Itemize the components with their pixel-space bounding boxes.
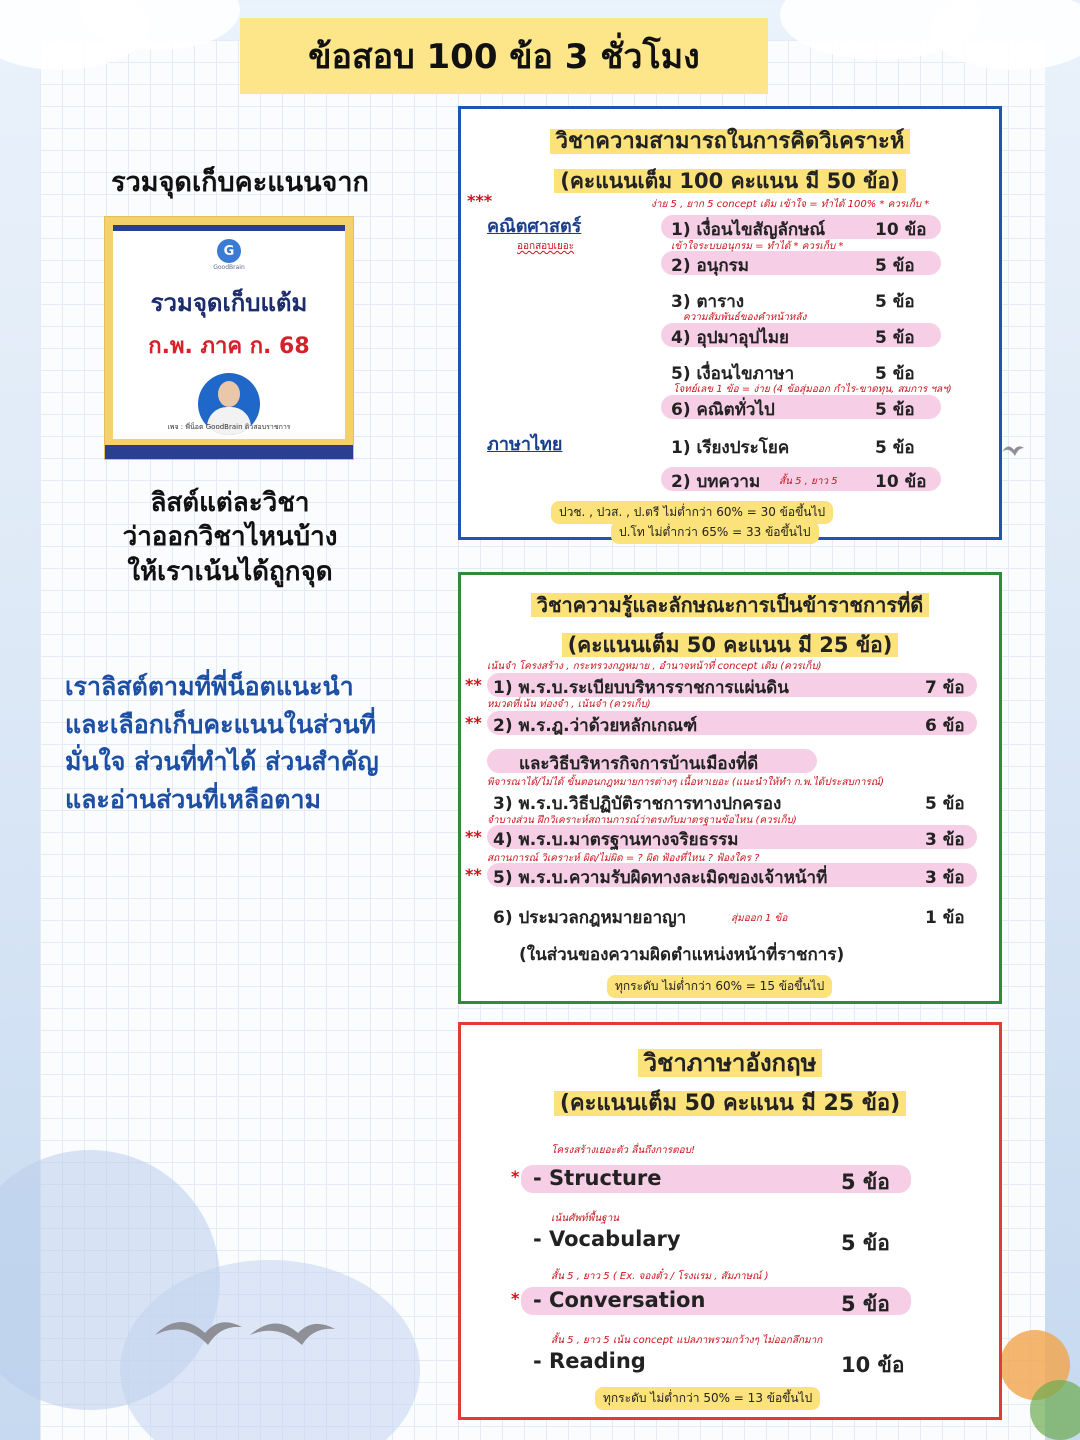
row-note: โจทย์เลข 1 ข้อ = ง่าย (4 ข้อสุ่มออก กำไร-ขาดทุน, สมการ ฯลฯ) bbox=[673, 384, 952, 395]
blue-note-line: มั่นใจ ส่วนที่ทำได้ ส่วนสำคัญ bbox=[65, 747, 379, 776]
priority-star: ** bbox=[465, 675, 482, 694]
row-label: - Vocabulary bbox=[533, 1227, 681, 1251]
left-note-line: ลิสต์แต่ละวิชา bbox=[150, 488, 310, 518]
left-note-line: ให้เราเน้นได้ถูกจุด bbox=[127, 556, 333, 587]
brand-logo-icon: G bbox=[217, 239, 241, 263]
row-label: 4) พ.ร.บ.มาตรฐานทางจริยธรรม bbox=[493, 830, 739, 850]
priority-star: ** bbox=[465, 827, 482, 846]
row-count: 5 ข้อ bbox=[875, 364, 915, 384]
row-count: 7 ข้อ bbox=[925, 678, 965, 698]
priority-star: ** bbox=[465, 713, 482, 732]
pass-criteria: ทุกระดับ ไม่ต่ำกว่า 60% = 15 ข้อขึ้นไป bbox=[607, 975, 832, 998]
subject-math: คณิตศาสตร์ bbox=[487, 216, 582, 237]
row-note: สุ่มออก 1 ข้อ bbox=[731, 913, 788, 924]
row-count: 5 ข้อ bbox=[925, 794, 965, 814]
promo-brand: GoodBrain bbox=[213, 264, 245, 271]
row-label: 2) พ.ร.ฎ.ว่าด้วยหลักเกณฑ์ bbox=[493, 716, 698, 736]
row-label: - Structure bbox=[533, 1166, 662, 1190]
bird-decoration bbox=[150, 1305, 340, 1365]
row-label: - Reading bbox=[533, 1349, 646, 1373]
priority-star: * bbox=[511, 1289, 520, 1308]
promo-inner bbox=[113, 225, 345, 439]
row-label: 3) พ.ร.บ.วิธีปฏิบัติราชการทางปกครอง bbox=[493, 794, 782, 814]
row-note: ความสัมพันธ์ของคำหน้าหลัง bbox=[683, 312, 807, 323]
row-count: 5 ข้อ bbox=[875, 292, 915, 312]
row-note: โครงสร้างเยอะตัว ลื่นถึงการตอบ! bbox=[551, 1145, 696, 1156]
promo-subtitle: ก.พ. ภาค ก. 68 bbox=[148, 334, 310, 359]
row-note: สั้น 5 , ยาว 5 bbox=[779, 476, 838, 487]
blue-note-line: เราลิสต์ตามที่พี่น็อตแนะนำ bbox=[65, 672, 354, 701]
row-note: ง่าย 5 , ยาก 5 concept เดิม เข้าใจ = ทำได้ 100% * ควรเก็บ * bbox=[651, 199, 930, 210]
card-title: วิชาภาษาอังกฤษ bbox=[461, 1043, 999, 1082]
left-note-line: ว่าออกวิชาไหนบ้าง bbox=[122, 522, 338, 553]
row-label: 2) บทความ bbox=[671, 472, 761, 492]
left-blue-note bbox=[65, 668, 445, 818]
row-count: 5 ข้อ bbox=[875, 328, 915, 348]
card-subtitle: (คะแนนเต็ม 50 คะแนน มี 25 ข้อ) bbox=[461, 1085, 999, 1120]
subject-thai: ภาษาไทย bbox=[487, 434, 563, 455]
analytical-subject-card bbox=[458, 106, 1002, 540]
row-count: 5 ข้อ bbox=[875, 400, 915, 420]
pass-criteria: ทุกระดับ ไม่ต่ำกว่า 50% = 13 ข้อขึ้นไป bbox=[595, 1387, 820, 1410]
bird-decoration bbox=[1000, 440, 1026, 460]
row-count: 5 ข้อ bbox=[841, 1292, 890, 1316]
priority-star: *** bbox=[467, 191, 493, 210]
card-title: วิชาความรู้และลักษณะการเป็นข้าราชการที่ดี bbox=[461, 589, 999, 621]
promo-stripe bbox=[105, 445, 353, 459]
card-title: วิชาความสามารถในการคิดวิเคราะห์ bbox=[461, 123, 999, 158]
row-count: 5 ข้อ bbox=[875, 256, 915, 276]
row-note: จำบางส่วน ฝึกวิเคราะห์สถานการณ์ว่าตรงกับมาตรฐานข้อไหน (ควรเก็บ) bbox=[487, 815, 797, 826]
row-count: 3 ข้อ bbox=[925, 868, 965, 888]
left-heading: รวมจุดเก็บคะแนนจาก bbox=[111, 167, 369, 198]
row-note: สั้น 5 , ยาว 5 ( Ex. จองตั๋ว / โรงแรม , สัมภาษณ์ ) bbox=[551, 1271, 769, 1282]
priority-star: ** bbox=[465, 865, 482, 884]
row-note: สถานการณ์ วิเคราะห์ ผิด/ไม่ผิด = ? ผิด ฟ้องที่ไหน ? ฟ้องใคร ? bbox=[487, 853, 760, 864]
row-label: 6) ประมวลกฎหมายอาญา bbox=[493, 908, 687, 928]
row-count: 5 ข้อ bbox=[841, 1170, 890, 1194]
promo-topbar bbox=[113, 225, 345, 231]
row-count: 3 ข้อ bbox=[925, 830, 965, 850]
row-count: 6 ข้อ bbox=[925, 716, 965, 736]
row-label: 4) อุปมาอุปไมย bbox=[671, 328, 789, 348]
row-footnote: (ในส่วนของความผิดตำแหน่งหน้าที่ราชการ) bbox=[519, 945, 845, 965]
page-title: ข้อสอบ 100 ข้อ 3 ชั่วโมง bbox=[240, 18, 768, 94]
pass-criteria: ปวช. , ปวส. , ป.ตรี ไม่ต่ำกว่า 60% = 30 ข้อขึ้นไป bbox=[551, 501, 833, 524]
row-note: เข้าใจระบบอนุกรม = ทำได้ * ควรเก็บ * bbox=[671, 241, 844, 252]
row-label: 5) พ.ร.บ.ความรับผิดทางละเมิดของเจ้าหน้าที่ bbox=[493, 868, 828, 888]
row-label: 5) เงื่อนไขภาษา bbox=[671, 364, 795, 384]
row-count: 5 ข้อ bbox=[841, 1231, 890, 1255]
row-label: 1) เงื่อนไขสัญลักษณ์ bbox=[671, 220, 826, 240]
promo-card bbox=[104, 216, 354, 460]
civil-servant-subject-card bbox=[458, 572, 1002, 1004]
row-label: - Conversation bbox=[533, 1288, 706, 1312]
row-count: 10 ข้อ bbox=[841, 1353, 905, 1377]
row-count: 10 ข้อ bbox=[875, 220, 927, 240]
row-label: 2) อนุกรม bbox=[671, 256, 749, 276]
row-note: สั้น 5 , ยาว 5 เน้น concept แปลภาพรวมกว้างๆ ไม่ออกลึกมาก bbox=[551, 1335, 823, 1346]
row-label: 1) พ.ร.บ.ระเบียบบริหารราชการแผ่นดิน bbox=[493, 678, 789, 698]
row-label: และวิธีบริหารกิจการบ้านเมืองที่ดี bbox=[519, 754, 759, 774]
priority-star: * bbox=[511, 1167, 520, 1186]
row-count: 1 ข้อ bbox=[925, 908, 965, 928]
row-count: 5 ข้อ bbox=[875, 438, 915, 458]
row-note: เน้นจำ โครงสร้าง , กระทรวงกฎหมาย , อำนาจหน้าที่ concept เดิม (ควรเก็บ) bbox=[487, 661, 822, 672]
card-subtitle: (คะแนนเต็ม 50 คะแนน มี 25 ข้อ) bbox=[461, 629, 999, 662]
promo-footer: เพจ : พี่น็อต GoodBrain ติวสอบราชการ bbox=[167, 423, 291, 431]
row-count: 10 ข้อ bbox=[875, 472, 927, 492]
blue-note-line: และเลือกเก็บคะแนนในส่วนที่ bbox=[65, 709, 377, 739]
row-label: 3) ตาราง bbox=[671, 292, 745, 312]
promo-title: รวมจุดเก็บแต้ม bbox=[150, 289, 308, 317]
blue-note-line: และอ่านส่วนที่เหลือตาม bbox=[65, 784, 321, 814]
row-note: เน้นศัพท์พื้นฐาน bbox=[551, 1213, 620, 1224]
row-label: 6) คณิตทั่วไป bbox=[671, 400, 775, 420]
left-note bbox=[80, 486, 380, 589]
english-subject-card bbox=[458, 1022, 1002, 1420]
subject-math-note: ออกสอบเยอะ bbox=[517, 241, 575, 252]
row-note: หมวดที่เน้น ท่องจำ , เน้นจำ (ควรเก็บ) bbox=[487, 699, 651, 710]
card-subtitle: (คะแนนเต็ม 100 คะแนน มี 50 ข้อ) bbox=[461, 165, 999, 198]
row-note: พิจารณาได้/ไม่ได้ ขั้นตอนกฎหมายการต่างๆ เนื้อหาเยอะ (แนะนำให้ทำ ก.พ.ได้ประสบการณ์) bbox=[487, 777, 885, 788]
row-label: 1) เรียงประโยค bbox=[671, 438, 790, 458]
pass-criteria: ป.โท ไม่ต่ำกว่า 65% = 33 ข้อขึ้นไป bbox=[611, 521, 819, 544]
